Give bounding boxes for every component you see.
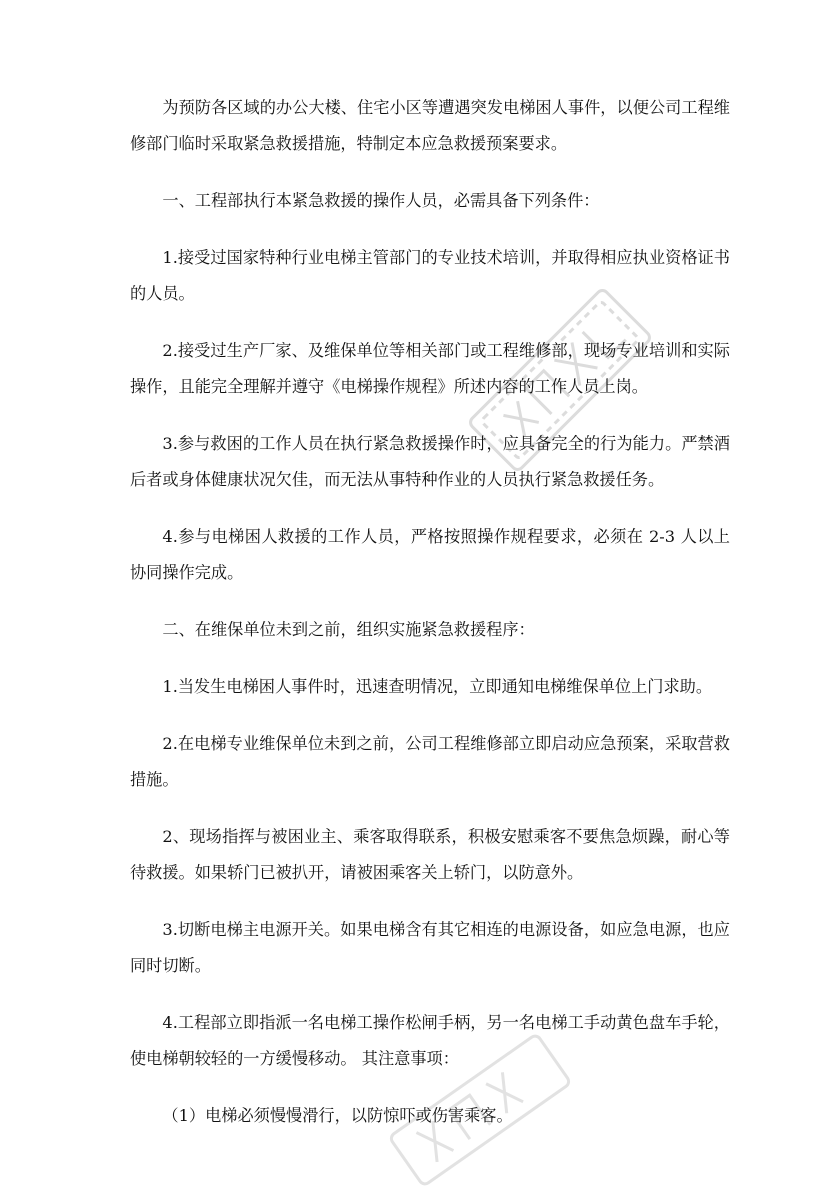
list-item: 1.当发生电梯困人事件时，迅速查明情况，立即通知电梯维保单位上门求助。	[162, 677, 713, 696]
list-item: 1.接受过国家特种行业电梯主管部门的专业技术培训，并取得相应执业资格证书的人员。	[130, 248, 730, 303]
list-item: 4.工程部立即指派一名电梯工操作松闸手柄，另一名电梯工手动黄色盘车手轮，使电梯朝较轻的一方缓慢移动。 其注意事项：	[130, 1013, 730, 1068]
paragraph-intro: 为预防各区域的办公大楼、住宅小区等遭遇突发电梯困人事件，以便公司工程维修部门临时采取紧急救援措施，特制定本应急救援预案要求。	[130, 98, 730, 153]
sub-list-item: （1）电梯必须慢慢滑行，以防惊吓或伤害乘客。	[162, 1106, 513, 1125]
list-item: 3.参与救困的工作人员在执行紧急救援操作时，应具备完全的行为能力。严禁酒后者或身体健康状况欠佳，而无法从事特种作业的人员执行紧急救援任务。	[130, 434, 730, 489]
list-item: 2.在电梯专业维保单位未到之前，公司工程维修部立即启动应急预案，采取营救措施。	[130, 734, 730, 789]
document-body	[130, 90, 730, 1155]
list-item: 2、现场指挥与被困业主、乘客取得联系，积极安慰乘客不要焦急烦躁，耐心等待救援。如果轿门已被扒开，请被困乘客关上轿门，以防意外。	[130, 827, 730, 882]
list-item: 4.参与电梯困人救援的工作人员，严格按照操作规程要求，必须在 2-3 人以上协同操作完成。	[130, 527, 730, 582]
section-heading-2: 二、在维保单位未到之前，组织实施紧急救援程序：	[162, 620, 535, 639]
list-item: 3.切断电梯主电源开关。如果电梯含有其它相连的电源设备，如应急电源，也应同时切断。	[130, 920, 730, 975]
list-item: 2.接受过生产厂家、及维保单位等相关部门或工程维修部，现场专业培训和实际操作，且能完全理解并遵守《电梯操作规程》所述内容的工作人员上岗。	[130, 341, 730, 396]
section-heading-1: 一、工程部执行本紧急救援的操作人员，必需具备下列条件：	[162, 191, 600, 210]
